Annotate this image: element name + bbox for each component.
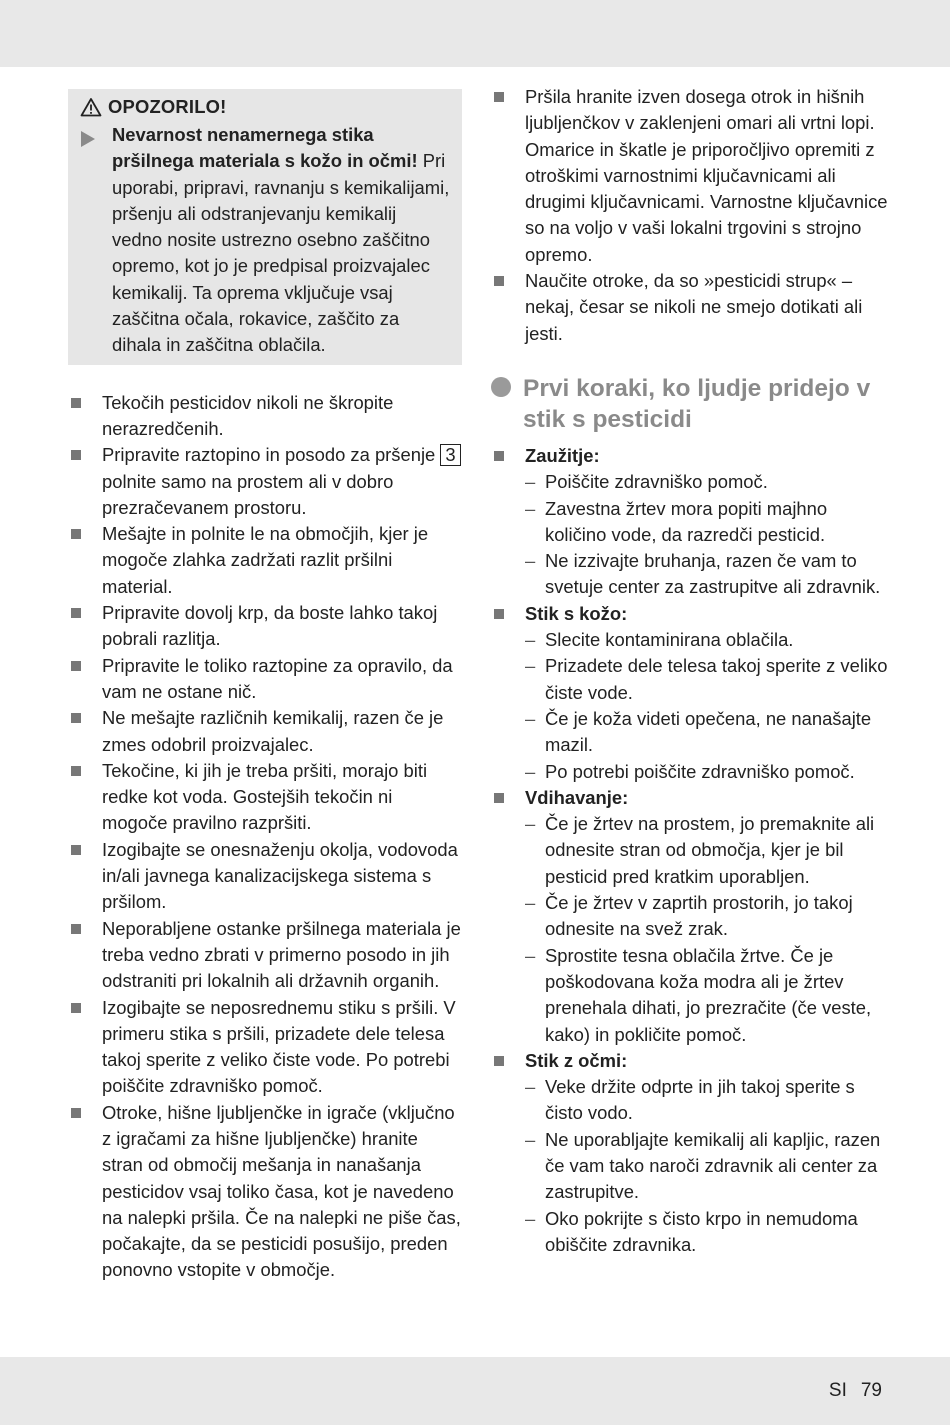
dash-list [525,811,891,1048]
warning-body: Pri uporabi, pripravi, ravnanju s kemikalijami, pršenju ali odstranjevanju kemikalij vedno nosite ustrezno osebno zaščitno opremo, kot jo je predpisal proizvajalec kemikalij. Ta oprema vključuje vsaj zaščitna očala, rokavice, zaščito za dihala in zaščitna oblačila. [112,150,450,356]
bullet-square-icon [68,442,102,521]
dash-item: – Če je žrtev na prostem, jo premaknite ali odnesite stran od območja, kjer je bil pesticid pred kratkim uporabljen. [525,813,875,887]
list-item-text: Pripravite le toliko raztopine za opravilo, da vam ne ostane nič. [102,654,453,702]
list-item [68,995,462,1100]
left-list [68,390,462,1284]
list-item-text: Pripravite raztopino in posodo za pršenje 3 polnite samo na prostem ali v dobro prezračevanem prostoru. [102,442,462,521]
list-item-text: Tekočih pesticidov nikoli ne škropite nerazredčenih. [102,391,394,439]
list-item-text: Pršila hranite izven dosega otrok in hišnih ljubljenčkov v zaklenjeni omari ali vrtni lopi. Omarice in škatle je priporočljivo opremiti z otroškimi varnostnimi ključavnicami ali drugimi ključavnicami. Varnostne ključavnice so na voljo v vaši lokalni trgovini s strojno opremo. [525,86,888,265]
dash-item: – Prizadete dele telesa takoj sperite z veliko čiste vode. [525,655,888,703]
dash-item: – Oko pokrijte s čisto krpo in nemudoma obiščite zdravnika. [525,1207,858,1255]
list-item-text: Izogibajte se onesnaženju okolja, vodovoda in/ali javnega kanalizacijskega sistema s pršilom. [102,838,458,913]
bullet-square-icon [68,916,102,995]
list-item-text: Neporabljene ostanke pršilnega materiala je treba vedno zbrati v primerno posodo in jih odstraniti pri lokalnih ali državnih organih. [102,917,461,992]
circle-bullet-icon [491,373,523,435]
arrow-right-icon [80,122,112,359]
warning-box [68,89,462,365]
bullet-square-icon [68,653,102,706]
group-title: Stik z očmi: [525,1049,628,1071]
list-item [68,837,462,916]
bullet-square-icon [68,1100,102,1284]
dash-item: – Če je koža videti opečena, ne nanašajte mazil. [525,707,872,756]
list-item [68,916,462,995]
dash-list [525,469,891,600]
dash-list [525,627,891,785]
bullet-square-icon [68,837,102,916]
list-item-text: Otroke, hišne ljubljenčke in igrače (vključno z igračami za hišne ljubljenčke) hranite stran od območij mešanja in nanašanja pesticidov vsaj toliko časa, kot je navedeno na nalepki pršila. Če na nalepki ne piše čas, počakajte, da se pesticidi posušijo, preden ponovno vstopite v območje. [102,1101,461,1281]
bullet-square-icon [491,268,525,347]
right-column [491,84,891,1258]
list-item [68,705,462,758]
top-band [0,0,950,67]
group-title: Zaužitje: [525,444,600,466]
warning-lead: Nevarnost nenamernega stika pršilnega materiala s kožo in očmi! [112,124,418,172]
list-item [68,600,462,653]
list-item-text: Tekočine, ki jih je treba pršiti, morajo biti redke kot voda. Gostejših tekočin ni mogoče pravilno razpršiti. [102,759,428,834]
dash-item: – Če je žrtev v zaprtih prostorih, jo takoj odnesite na svež zrak. [525,892,853,940]
section-title: Prvi koraki, ko ljudje pridejo v stik s pesticidi [523,374,871,433]
left-column [68,89,462,1284]
warning-icon [80,97,102,117]
bullet-square-icon [68,521,102,600]
first-aid-group [491,785,891,1048]
dash-item: – Zavestna žrtev mora popiti majhno količino vode, da razredči pesticid. [525,497,828,545]
section-heading [491,373,891,435]
first-aid-group [491,1048,891,1258]
dash-item: – Po potrebi poiščite zdravniško pomoč. [525,760,855,782]
warning-title [80,92,450,122]
page-footer [829,1378,882,1404]
bullet-square-icon [491,84,525,268]
list-item [68,521,462,600]
list-item [491,268,891,347]
bullet-square-icon [68,995,102,1100]
list-item-text: Ne mešajte različnih kemikalij, razen če je zmes odobril proizvajalec. [102,707,444,755]
list-item-text: Mešajte in polnite le na območjih, kjer je mogoče zlahka zadržati razlit pršilni material. [102,523,429,597]
dash-item: – Slecite kontaminirana oblačila. [525,629,794,651]
bullet-square-icon [491,601,525,785]
list-item-text: Pripravite dovolj krp, da boste lahko takoj pobrali razlitja. [102,602,438,650]
list-item [68,653,462,706]
bullet-square-icon [68,758,102,837]
list-item [68,1100,462,1284]
list-item [68,442,462,521]
dash-item: – Poiščite zdravniško pomoč. [525,471,768,493]
group-title: Stik s kožo: [525,602,628,624]
right-list [491,84,891,347]
bullet-square-icon [491,443,525,601]
warning-title-text: OPOZORILO! [108,95,227,117]
list-item-text: Naučite otroke, da so »pesticidi strup« – nekaj, česar se nikoli ne smejo dotikati ali jesti. [525,270,863,344]
warning-text [112,122,450,359]
first-aid-group [491,443,891,601]
bottom-band [0,1357,950,1425]
bullet-square-icon [491,1048,525,1258]
dash-item: – Veke držite odprte in jih takoj sperite s čisto vodo. [525,1076,855,1124]
language-code: SI [828,1380,847,1401]
first-aid-group [491,601,891,785]
bullet-square-icon [68,390,102,443]
first-aid-list [491,443,891,1258]
list-item-text: Izogibajte se neposrednemu stiku s pršili. V primeru stika s pršili, prizadete dele telesa takoj sperite z veliko čiste vode. Po potrebi poiščite zdravniško pomoč. [102,996,456,1097]
list-item [68,390,462,443]
list-item [491,84,891,268]
dash-list [525,1074,891,1258]
list-item [68,758,462,837]
part-reference: 3 [440,444,460,466]
dash-item: – Sprostite tesna oblačila žrtve. Če je poškodovana koža modra ali je žrtev prenehala dihati, jo prezračite (če veste, kako) in pokličite pomoč. [525,944,872,1045]
bullet-square-icon [68,600,102,653]
page-number: 79 [860,1380,882,1401]
dash-item: – Ne uporabljajte kemikalij ali kapljic, razen če vam tako naroči zdravnik ali center za zastrupitve. [525,1128,881,1203]
group-title: Vdihavanje: [525,786,629,808]
dash-item: – Ne izzivajte bruhanja, razen če vam to svetuje center za zastrupitve ali zdravnik. [525,550,881,598]
bullet-square-icon [491,785,525,1048]
warning-item [80,122,450,359]
bullet-square-icon [68,705,102,758]
